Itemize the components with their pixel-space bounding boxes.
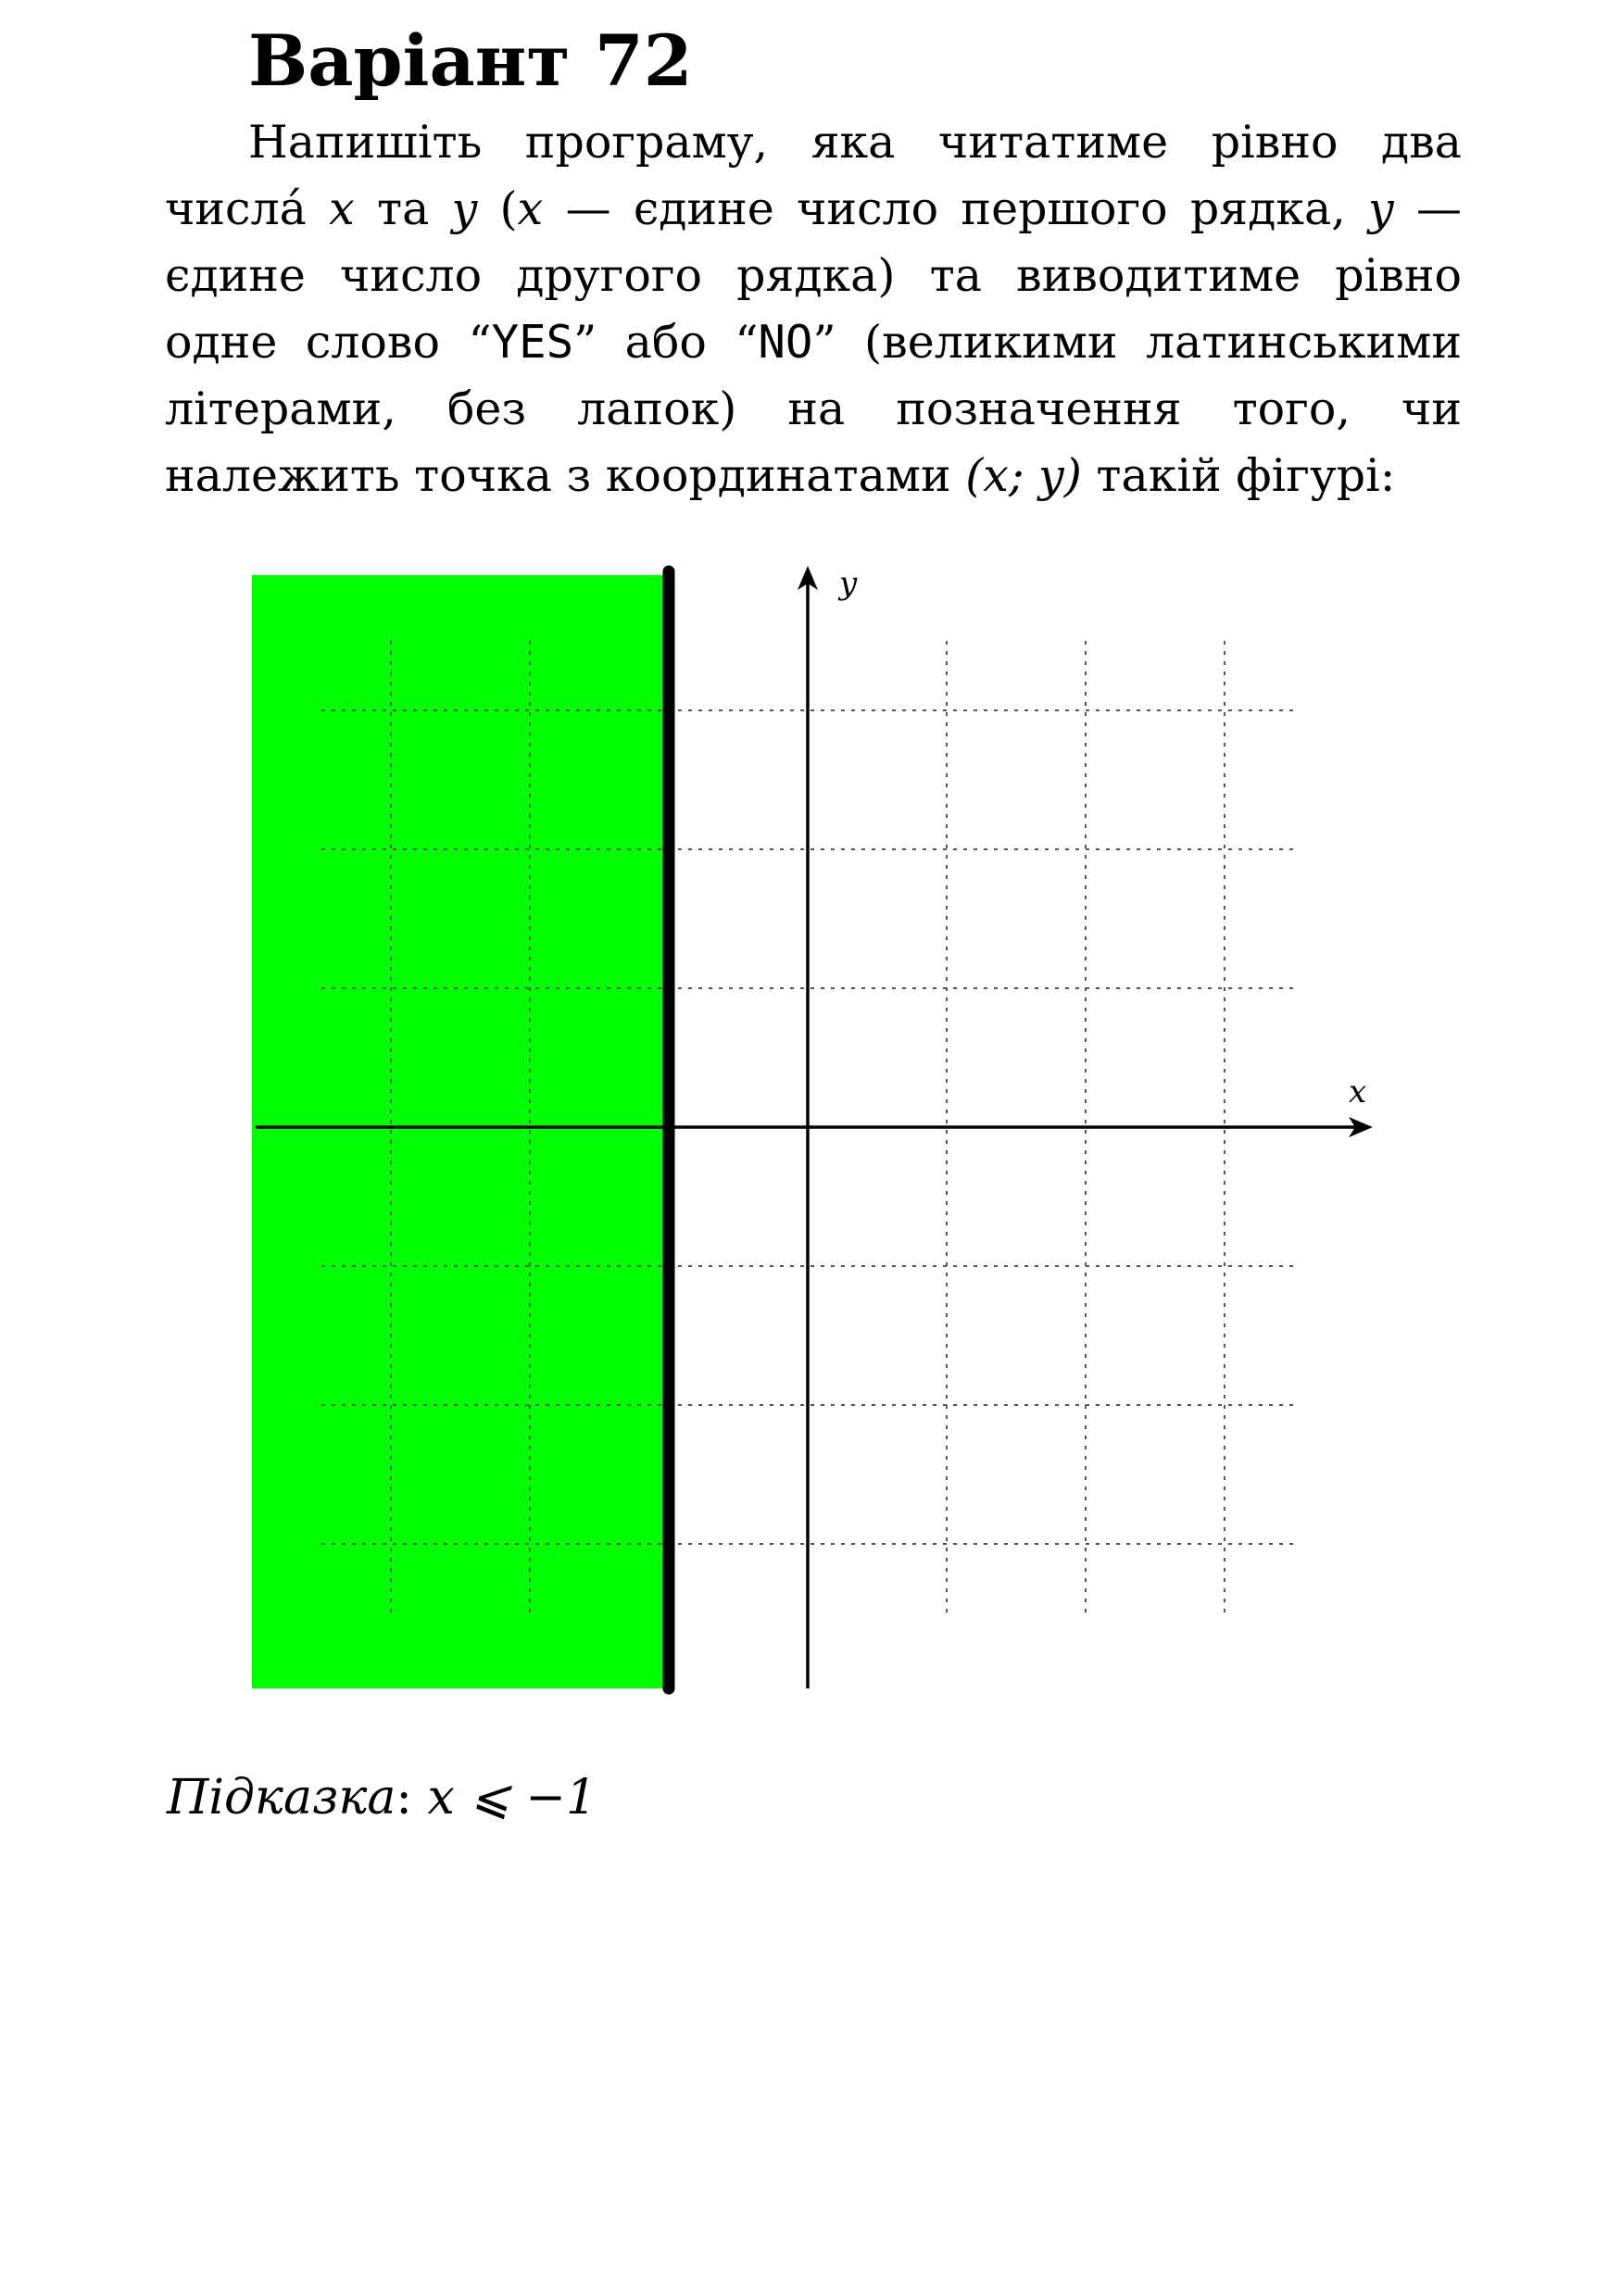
text-fragment: (	[477, 182, 518, 235]
hint-colon: :	[396, 1770, 428, 1826]
math-var-y: y	[1368, 182, 1394, 235]
hint	[167, 1770, 597, 1826]
region-plot	[241, 560, 1389, 1709]
problem-paragraph	[165, 109, 1462, 509]
hint-label: Підказка	[167, 1770, 396, 1826]
page-title: Варіант 72	[248, 19, 693, 102]
text-fragment: — єдине число другого рядка) та виводитиме рівно одне слово “	[165, 182, 1462, 369]
y-axis-label: y	[839, 565, 858, 602]
text-fragment: Напишіть програму, яка читатиме рівно два числá	[165, 116, 1462, 235]
text-fragment: ” або “	[573, 316, 759, 369]
text-fragment: такій фігурі:	[1081, 449, 1396, 502]
yes-keyword: YES	[491, 316, 574, 369]
problem-statement	[165, 109, 1462, 509]
math-coords: (x; y)	[965, 449, 1082, 502]
text-fragment: та	[354, 182, 452, 235]
text-fragment: — єдине число першого рядка,	[543, 182, 1369, 235]
math-var-x: x	[329, 182, 355, 235]
x-axis-label: x	[1349, 1073, 1367, 1110]
hint-formula: x ⩽ −1	[427, 1770, 597, 1826]
math-var-y: y	[451, 182, 478, 235]
math-var-x: x	[517, 182, 544, 235]
text-fragment: ” (великими латинськими літерами, без лапок) на позначення того, чи належить точка з координатами	[165, 316, 1462, 502]
no-keyword: NO	[758, 316, 813, 369]
shaded-region	[252, 575, 669, 1688]
